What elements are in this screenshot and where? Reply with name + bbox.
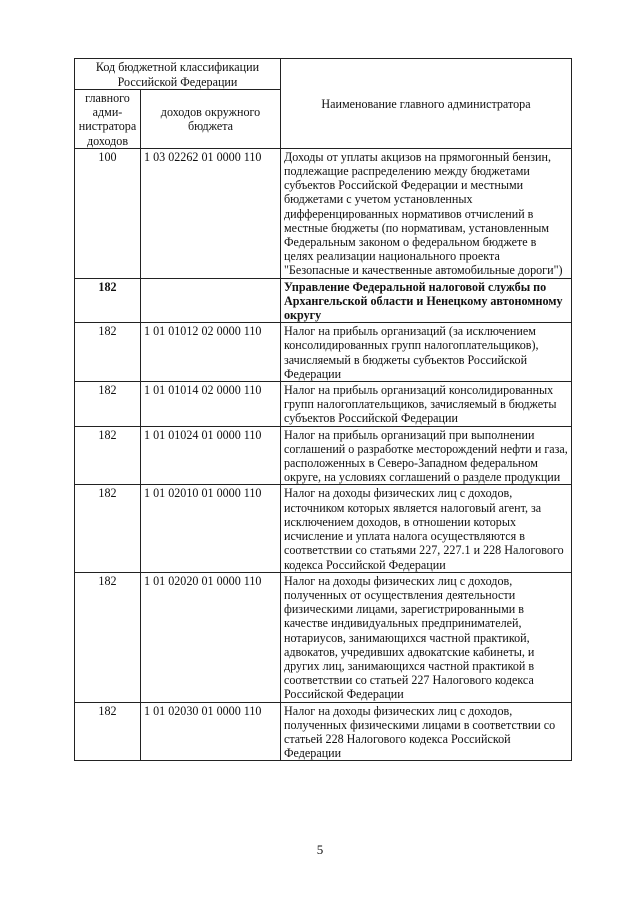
table-row-section-header	[75, 278, 572, 323]
income-code-cell: 1 01 02020 01 0000 110	[141, 572, 281, 702]
admin-code-cell: 182	[75, 426, 141, 485]
income-code-cell: 1 03 02262 01 0000 110	[141, 148, 281, 278]
admin-name-cell: Налог на прибыль организаций при выполнении соглашений о разработке месторождений нефти и газа, расположенных в Северо-Западном федеральном округе, на условиях соглашений о разделе продукции	[281, 426, 572, 485]
income-code-cell: 1 01 01014 02 0000 110	[141, 382, 281, 427]
income-code-cell: 1 01 02010 01 0000 110	[141, 485, 281, 572]
header-admin-name: Наименование главного администратора	[281, 59, 572, 149]
admin-name-cell: Налог на прибыль организаций консолидированных групп налогоплательщиков, зачисляемый в бюджеты субъектов Российской Федерации	[281, 382, 572, 427]
table-row	[75, 485, 572, 572]
header-district-budget-code: доходов окружного бюджета	[141, 90, 281, 149]
budget-classification-table	[74, 58, 572, 761]
admin-name-cell: Управление Федеральной налоговой службы по Архангельской области и Ненецкому автономному округу	[281, 278, 572, 323]
admin-name-cell: Налог на доходы физических лиц с доходов, полученных от осуществления деятельности физическими лицами, зарегистрированными в качестве индивидуальных предпринимателей, нотариусов, занимающихся частной практикой, адвокатов, учредивших адвокатские кабинеты, и других лиц, занимающихся частной практикой в соответствии со статьей 227 Налогового кодекса Российской Федерации	[281, 572, 572, 702]
admin-code-cell: 182	[75, 702, 141, 761]
admin-code-cell: 182	[75, 572, 141, 702]
table-row	[75, 148, 572, 278]
table-row	[75, 382, 572, 427]
table-row	[75, 323, 572, 382]
admin-name-cell: Налог на прибыль организаций (за исключением консолидированных групп налогоплательщиков), зачисляемый в бюджеты субъектов Российской Федерации	[281, 323, 572, 382]
admin-code-cell: 182	[75, 278, 141, 323]
admin-name-cell: Налог на доходы физических лиц с доходов, источником которых является налоговый агент, за исключением доходов, в отношении которых исчисление и уплата налога осуществляются в соответствии со статьями 227, 227.1 и 228 Налогового кодекса Российской Федерации	[281, 485, 572, 572]
admin-code-cell: 182	[75, 323, 141, 382]
income-code-cell: 1 01 01012 02 0000 110	[141, 323, 281, 382]
header-budget-code-group: Код бюджетной классификации Российской Федерации	[75, 59, 281, 90]
income-code-cell: 1 01 02030 01 0000 110	[141, 702, 281, 761]
page-number: 5	[316, 842, 324, 857]
admin-code-cell: 182	[75, 382, 141, 427]
table-row	[75, 702, 572, 761]
admin-name-cell: Доходы от уплаты акцизов на прямогонный бензин, подлежащие распределению между бюджетами субъектов Российской Федерации и местными бюджетами с учетом установленных дифференцированных нормативов отчислений в местные бюджеты (по нормативам, установленным Федеральным законом о федеральном бюджете в целях реализации национального проекта "Безопасные и качественные автомобильные дороги")	[281, 148, 572, 278]
admin-code-cell: 182	[75, 485, 141, 572]
income-code-cell: 1 01 01024 01 0000 110	[141, 426, 281, 485]
header-main-admin-code: главного адми-нистратора доходов	[75, 90, 141, 149]
income-code-cell	[141, 278, 281, 323]
admin-name-cell: Налог на доходы физических лиц с доходов, полученных физическими лицами в соответствии со статьей 228 Налогового кодекса Российской Федерации	[281, 702, 572, 761]
admin-code-cell: 100	[75, 148, 141, 278]
table-row	[75, 572, 572, 702]
table-row	[75, 426, 572, 485]
